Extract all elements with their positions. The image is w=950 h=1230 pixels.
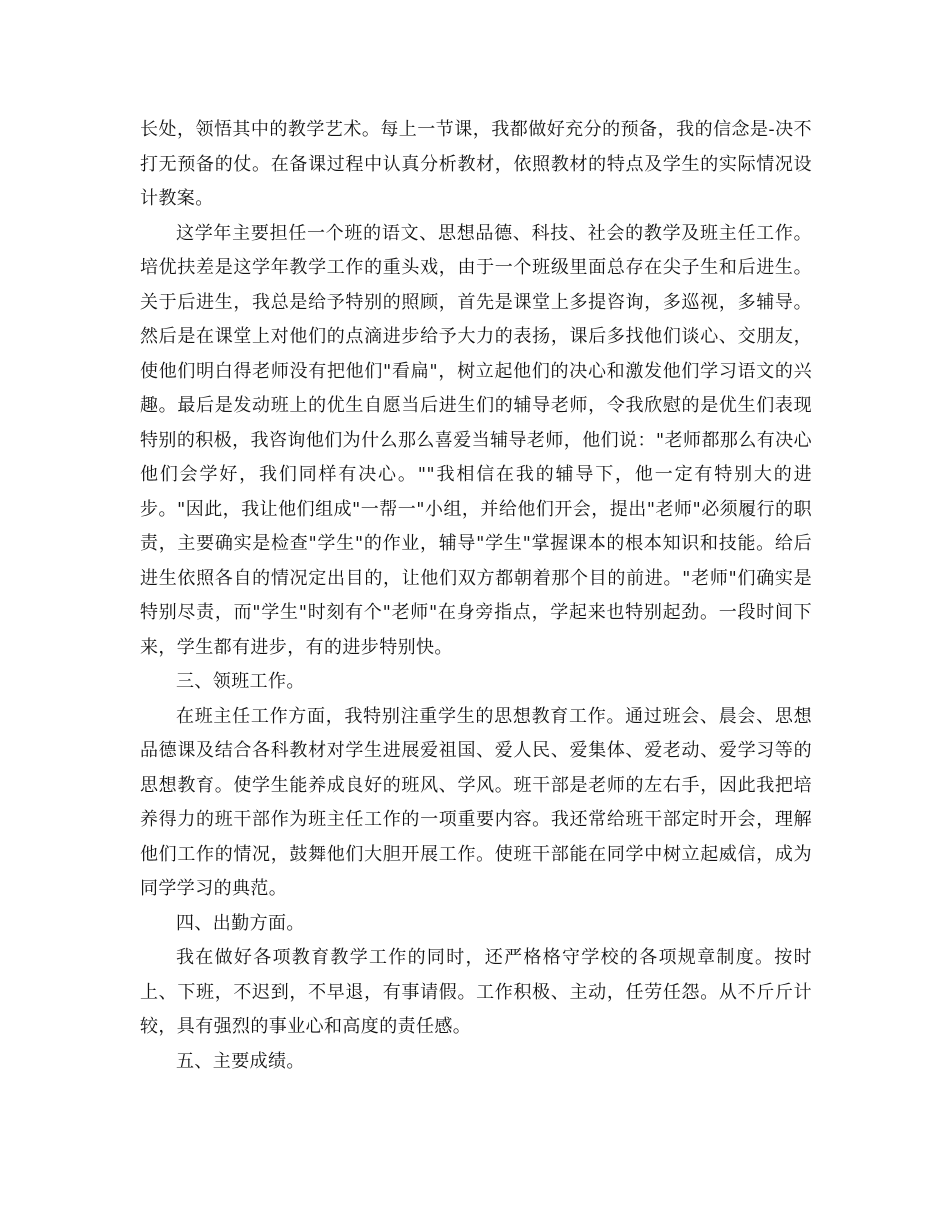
section-heading-achievements: 五、主要成绩。 (176, 1050, 305, 1072)
paragraph-tutoring-students: 这学年主要担任一个班的语文、思想品德、科技、社会的教学及班主任工作。培优扶差是这学年教学工作的重头戏，由于一个班级里面总存在尖子生和后进生。关于后进生，我总是给予特别的照顾，首先是课堂上多提咨询，多巡视，多辅导。然后是在课堂上对他们的点滴进步给予大力的表扬，课后多找他们谈心、交朋友，使他们明白得老师没有把他们"看扁"，树立起他们的决心和激发他们学习语文的兴趣。最后是发动班上的优生自愿当后进生们的辅导老师，令我欣慰的是优生们表现特别的积极，我咨询他们为什么那么喜爱当辅导老师，他们说："老师都那么有决心他们会学好，我们同样有决心。""我相信在我的辅导下，他一定有特别大的进步。"因此，我让他们组成"一帮一"小组，并给他们开会，提出"老师"必须履行的职责，主要确实是检查"学生"的作业，辅导"学生"掌握课本的根本知识和技能。给后进生依照各自的情况定出目的，让他们双方都朝着那个目的前进。"老师"们确实是特别尽责，而"学生"时刻有个"老师"在身旁指点，学起来也特别起劲。一段时间下来，学生都有进步，有的进步特别快。 (140, 222, 812, 658)
paragraph-class-leadership: 在班主任工作方面，我特别注重学生的思想教育工作。通过班会、晨会、思想品德课及结合各科教材对学生进展爱祖国、爱人民、爱集体、爱老动、爱学习等的思想教育。使学生能养成良好的班风、学风。班干部是老师的左右手，因此我把培养得力的班干部作为班主任工作的一项重要内容。我还常给班干部定时开会，理解他们工作的情况，鼓舞他们大胆开展工作。使班干部能在同学中树立起威信，成为同学学习的典范。 (140, 705, 812, 899)
paragraph-lesson-preparation: 长处，领悟其中的教学艺术。每上一节课，我都做好充分的预备，我的信念是-决不打无预备的仗。在备课过程中认真分析教材，依照教材的特点及学生的实际情况设计教案。 (140, 119, 812, 209)
section-heading-class-leadership: 三、领班工作。 (176, 671, 305, 692)
paragraph-attendance: 我在做好各项教育教学工作的同时，还严格格守学校的各项规章制度。按时上、下班，不迟到，不早退，有事请假。工作积极、主动，任劳任怨。从不斤斤计较，具有强烈的事业心和高度的责任感。 (140, 947, 812, 1037)
document-body (140, 113, 812, 1079)
section-heading-attendance: 四、出勤方面。 (176, 912, 305, 934)
